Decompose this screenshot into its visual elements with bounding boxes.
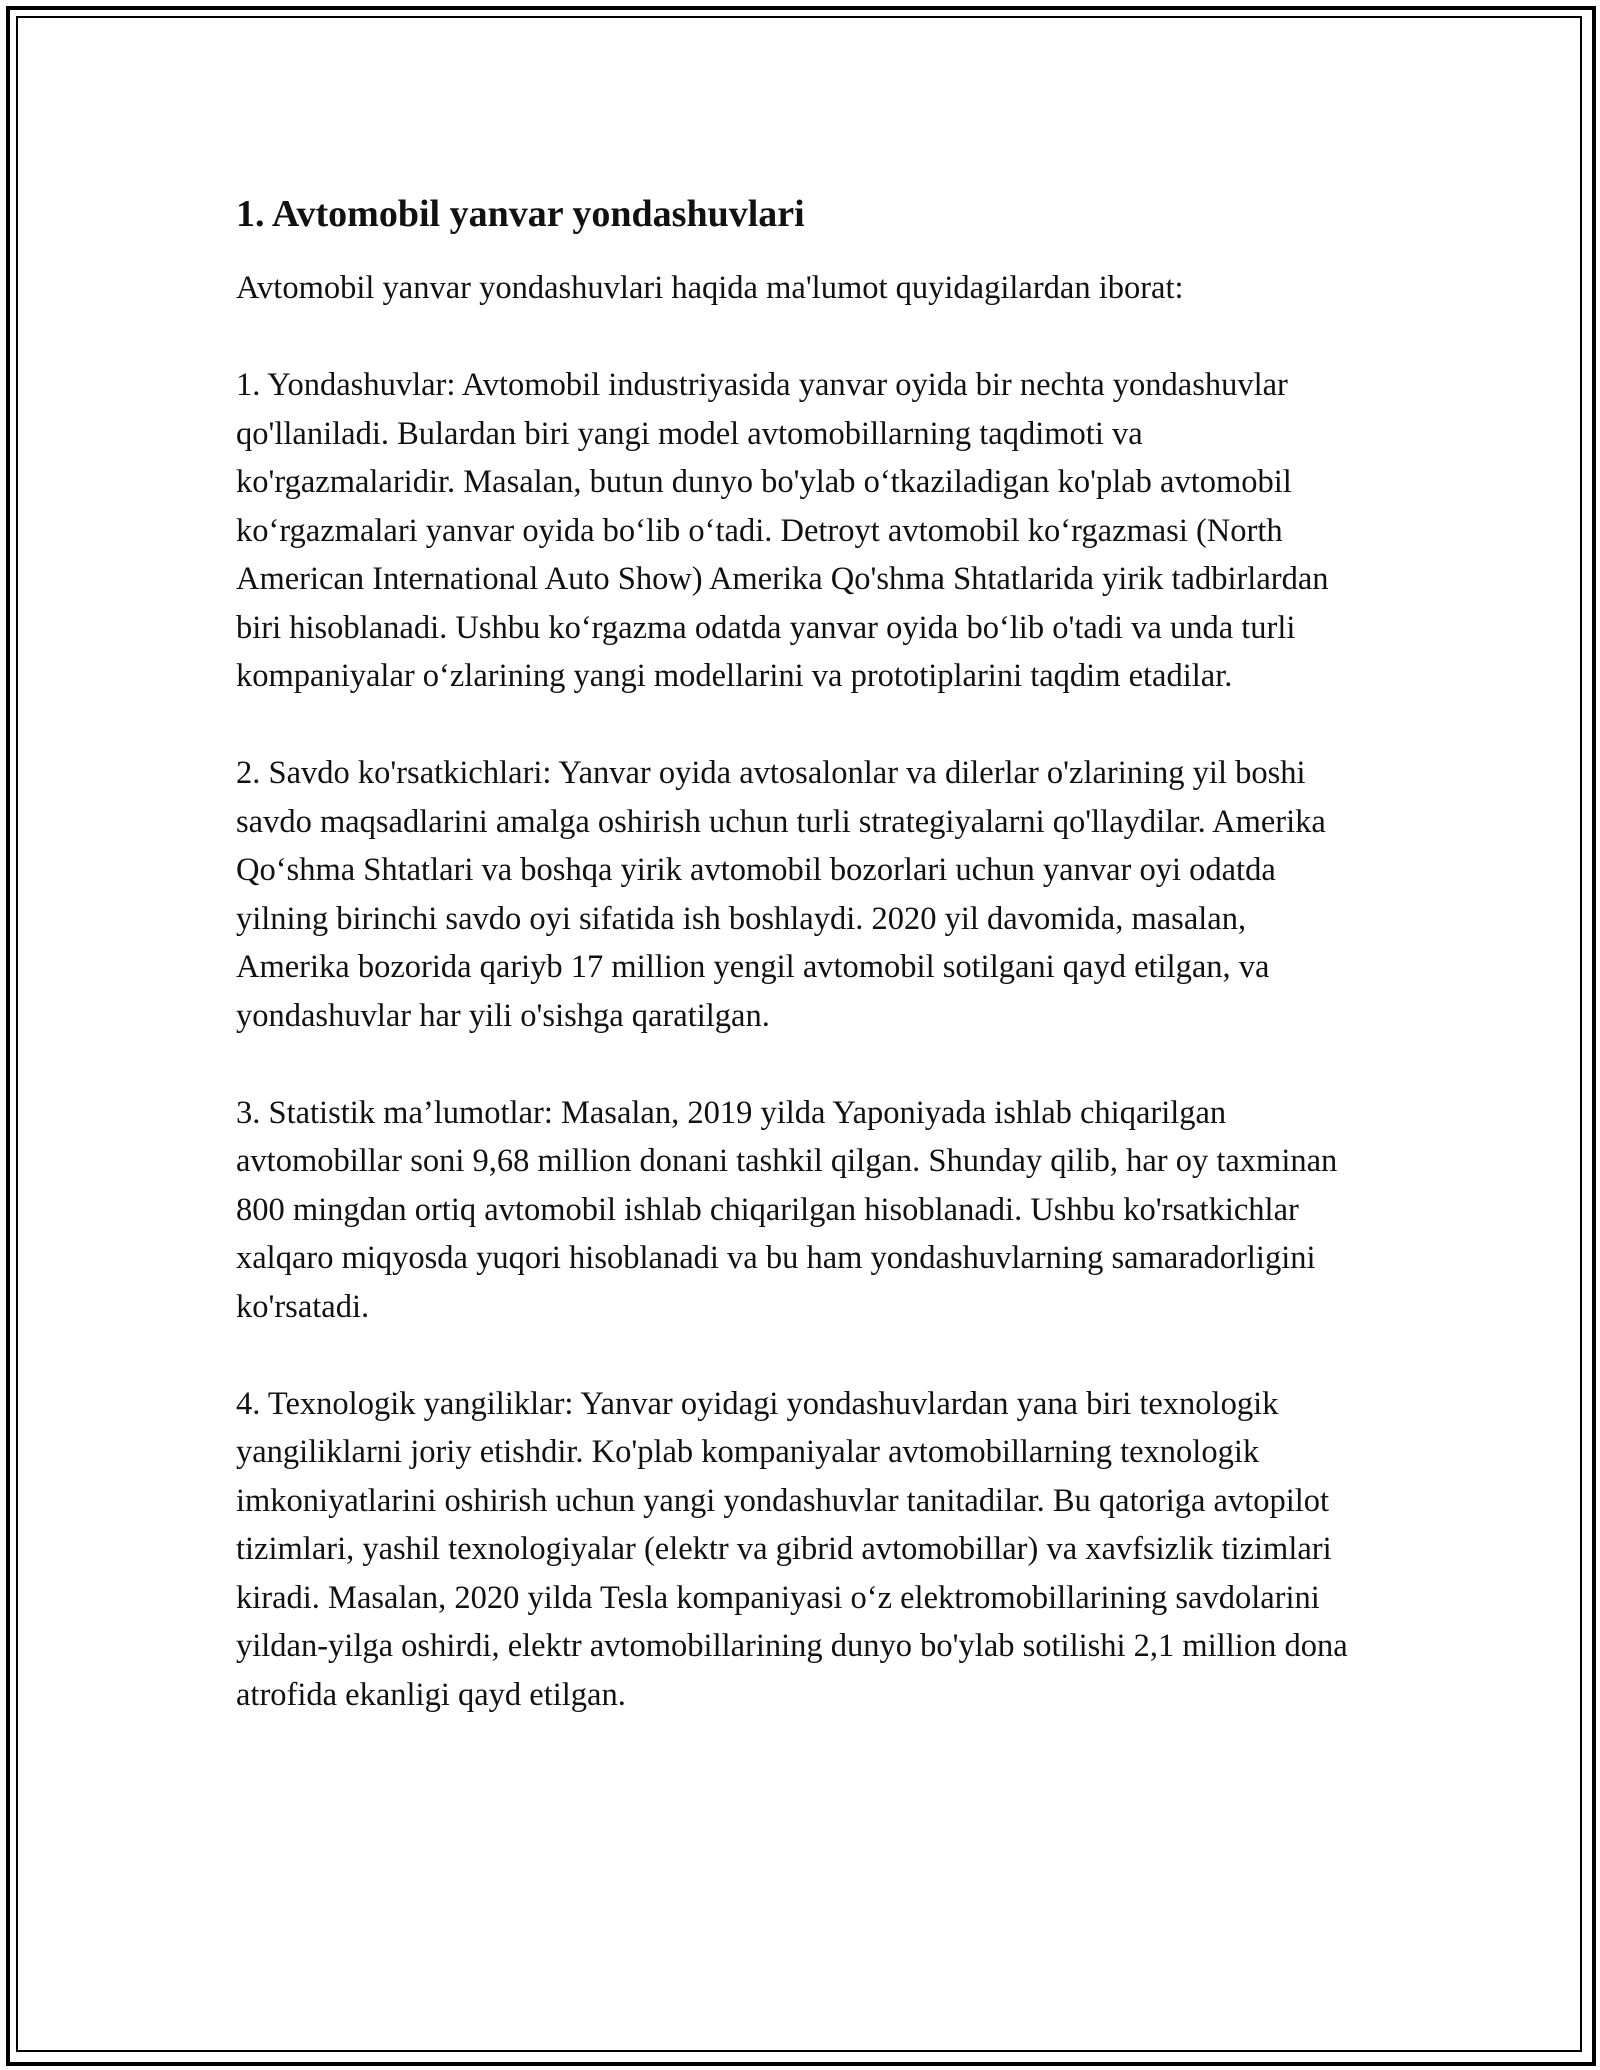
paragraph-savdo-korsatkichlari: 2. Savdo ko'rsatkichlari: Yanvar oyida avtosalonlar va dilerlar o'zlarining yil boshi savdo maqsadlarini amalga oshirish uchun turli strategiyalarni qo'llaydilar. Amerika Qo‘shma Shtatlari va boshqa yirik avtomobil bozorlari uchun yanvar oyi odatda yilning birinchi savdo oyi sifatida ish boshlaydi. 2020 yil davomida, masalan, Amerika bozorida qariyb 17 million yengil avtomobil sotilgani qayd etilgan, va yondashuvlar har yili o'sishga qaratilgan. — [236, 755, 1326, 1034]
intro-paragraph: Avtomobil yanvar yondashuvlari haqida ma'lumot quyidagilardan iborat: — [236, 270, 1184, 306]
paragraph-texnologik-yangiliklar: 4. Texnologik yangiliklar: Yanvar oyidagi yondashuvlardan yana biri texnologik yangiliklarni joriy etishdir. Ko'plab kompaniyalar avtomobillarning texnologik imkoniyatlarini oshirish uchun yangi yondashuvlar tanitadilar. Bu qatoriga avtopilot tizimlari, yashil texnologiyalar (elektr va gibrid avtomobillar) va xavfsizlik tizimlari kiradi. Masalan, 2020 yilda Tesla kompaniyasi o‘z elektromobillarining savdolarini yildan-yilga oshirdi, elektr avtomobillarining dunyo bo'ylab sotilishi 2,1 million dona atrofida ekanligi qayd etilgan. — [236, 1385, 1348, 1713]
paragraph-yondashuvlar: 1. Yondashuvlar: Avtomobil industriyasida yanvar oyida bir nechta yondashuvlar qo'llaniladi. Bulardan biri yangi model avtomobillarning taqdimoti va ko'rgazmalaridir. Masalan, butun dunyo bo'ylab o‘tkaziladigan ko'plab avtomobil ko‘rgazmalari yanvar oyida bo‘lib o‘tadi. Detroyt avtomobil ko‘rgazmasi (North American International Auto Show) Amerika Qo'shma Shtatlarida yirik tadbirlardan biri hisoblanadi. Ushbu ko‘rgazma odatda yanvar oyida bo‘lib o'tadi va unda turli kompaniyalar o‘zlarining yangi modellarini va prototiplarini taqdim etadilar. — [236, 367, 1329, 694]
document-body — [236, 186, 1366, 1768]
section-heading: 1. Avtomobil yanvar yondashuvlari — [236, 193, 805, 235]
paragraph-statistik-malumotlar: 3. Statistik ma’lumotlar: Masalan, 2019 yilda Yaponiyada ishlab chiqarilgan avtomobillar soni 9,68 million donani tashkil qilgan. Shunday qilib, har oy taxminan 800 mingdan ortiq avtomobil ishlab chiqarilgan hisoblanadi. Ushbu ko'rsatkichlar xalqaro miqyosda yuqori hisoblanadi va bu ham yondashuvlarning samaradorligini ko'rsatadi. — [236, 1094, 1338, 1325]
